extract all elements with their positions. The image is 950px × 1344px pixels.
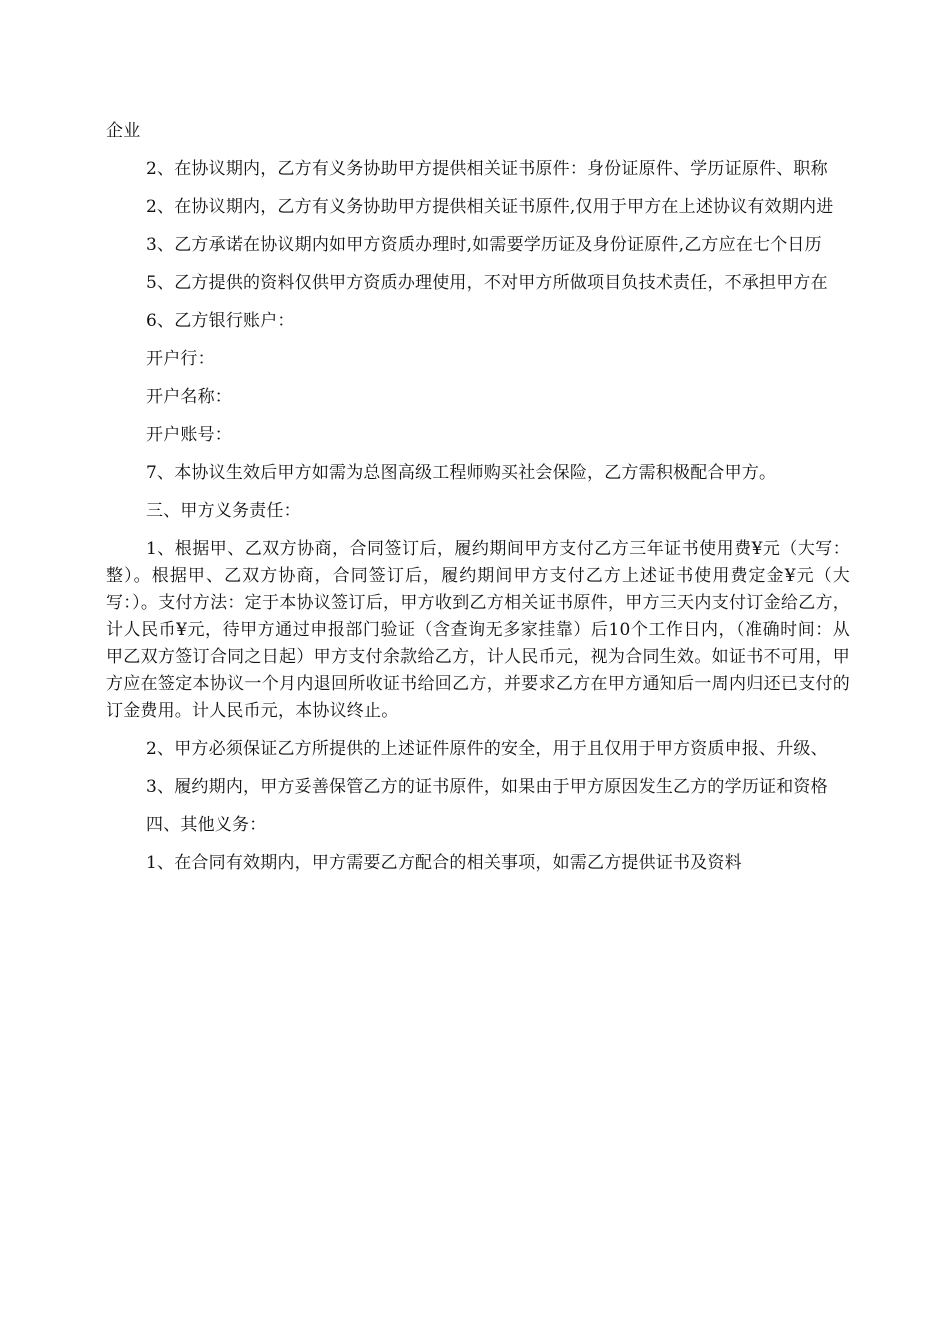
paragraph-12: 1、根据甲、乙双方协商，合同签订后，履约期间甲方支付乙方三年证书使用费¥元（大写：整）。根据甲、乙双方协商，合同签订后，履约期间甲方支付乙方上述证书使用费定金¥元（大写：）。支付方法：定于本协议签订后，甲方收到乙方相关证书原件，甲方三天内支付订金给乙方，计人民币¥元，待甲方通过申报部门验证（含查询无多家挂靠）后10个工作日内，（准确时间：从甲乙双方签订合同之日起）甲方支付余款给乙方，计人民币元，视为合同生效。如证书不可用，甲方应在签定本协议一个月内退回所收证书给回乙方，并要求乙方在甲方通知后一周内归还已支付的订金费用。计人民币元，本协议终止。 [106, 539, 850, 721]
account-name-label: 开户名称： [146, 387, 232, 407]
section-heading-party-a-duties: 三、甲方义务责任： [146, 501, 301, 521]
document-body [106, 118, 850, 877]
paragraph-3: 2、在协议期内，乙方有义务协助甲方提供相关证书原件,仅用于甲方在上述协议有效期内进 [146, 197, 834, 217]
bank-account-heading: 6、乙方银行账户： [146, 311, 295, 331]
paragraph-1: 企业 [106, 121, 141, 141]
paragraph-5: 5、乙方提供的资料仅供甲方资质办理使用，不对甲方所做项目负技术责任，不承担甲方在 [146, 273, 828, 293]
paragraph-14: 3、履约期内，甲方妥善保管乙方的证书原件，如果由于甲方原因发生乙方的学历证和资格 [146, 777, 828, 797]
paragraph-16: 1、在合同有效期内，甲方需要乙方配合的相关事项，如需乙方提供证书及资料 [146, 853, 742, 873]
paragraph-4: 3、乙方承诺在协议期内如甲方资质办理时,如需要学历证及身份证原件,乙方应在七个日历 [146, 235, 822, 255]
bank-name-label: 开户行： [146, 349, 215, 369]
paragraph-10: 7、本协议生效后甲方如需为总图高级工程师购买社会保险，乙方需积极配合甲方。 [146, 463, 777, 483]
account-number-label: 开户账号： [146, 425, 232, 445]
paragraph-2: 2、在协议期内，乙方有义务协助甲方提供相关证书原件：身份证原件、学历证原件、职称 [146, 159, 828, 179]
section-heading-other-duties: 四、其他义务： [146, 815, 267, 835]
paragraph-13: 2、甲方必须保证乙方所提供的上述证件原件的安全，用于且仅用于甲方资质申报、升级、 [146, 739, 828, 759]
